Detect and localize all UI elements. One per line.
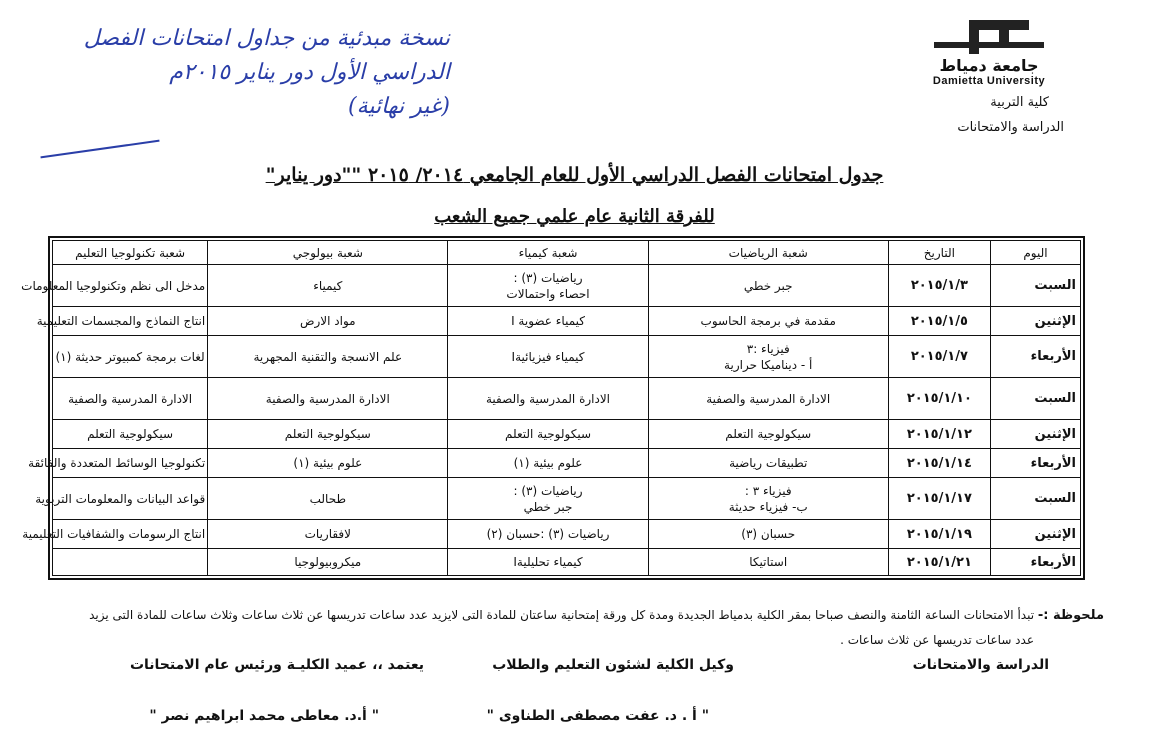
cell-chem (448, 265, 648, 307)
cell-chem-line: رياضيات (٣) : (513, 483, 583, 498)
cell-chem (448, 307, 648, 336)
cell-tech-line: قواعد البيانات والمعلومات التربوية (35, 491, 206, 506)
cell-math (648, 449, 888, 478)
page-title (0, 164, 1149, 186)
cell-math-line: الادارة المدرسية والصفية (706, 391, 831, 406)
signature-dean-title: يعتمد ،، عميد الكليـة ورئيس عام الامتحانات (129, 657, 424, 673)
cell-bio (208, 307, 448, 336)
handwritten-line-3: (غير نهائية) (348, 94, 450, 119)
page-subtitle-text: للفرقة الثانية عام علمي جميع الشعب (434, 206, 715, 227)
cell-bio-line: علوم بيئية (١) (293, 456, 363, 470)
cell-math-line: سيكولوجية التعلم (725, 427, 812, 441)
cell-math (648, 378, 888, 420)
cell-bio-line: سيكولوجية التعلم (284, 427, 371, 441)
table-row (53, 420, 1081, 449)
cell-date: ٢٠١٥/١/١٤ (888, 449, 990, 478)
cell-chem-line: كيمياء فيزيائيةI (511, 349, 585, 364)
header-tech: شعبة تكنولوجيا التعليم (53, 241, 208, 265)
cell-math (648, 549, 888, 576)
page-subtitle (0, 206, 1149, 227)
cell-chem (448, 420, 648, 449)
university-name-ar: جامعة دمياط (939, 56, 1039, 75)
cell-tech-line: سيكولوجية التعلم (87, 427, 174, 441)
cell-chem (448, 336, 648, 378)
cell-bio-line: مواد الارض (300, 314, 356, 328)
cell-math-line: حسبان (٣) (741, 527, 796, 541)
cell-math (648, 307, 888, 336)
cell-bio-line: كيمياء (313, 278, 343, 293)
university-logo-block (909, 20, 1069, 87)
cell-date: ٢٠١٥/١/٧ (888, 336, 990, 378)
handwritten-note (10, 22, 450, 124)
table-row (53, 265, 1081, 307)
department-name: الدراسة والامتحانات (957, 120, 1064, 135)
exam-schedule-table (21, 240, 1081, 576)
cell-math-line: أ - ديناميكا حرارية (724, 357, 813, 372)
cell-day: السبت (990, 378, 1080, 420)
cell-math (648, 336, 888, 378)
cell-day: الأربعاء (990, 336, 1080, 378)
cell-tech (22, 520, 208, 549)
cell-bio-line: علم الانسجة والتقنية المجهرية (253, 349, 403, 364)
cell-day: الأربعاء (990, 549, 1080, 576)
cell-chem-line: كيمياء عضوية I (511, 314, 585, 328)
cell-day: الأربعاء (990, 449, 1080, 478)
cell-date: ٢٠١٥/١/٥ (888, 307, 990, 336)
cell-bio-line: ميكروبيولوجيا (294, 555, 362, 569)
cell-bio (208, 336, 448, 378)
cell-chem-line: علوم بيئية (١) (513, 456, 583, 470)
cell-math-line: فيزياء :٣ (746, 341, 790, 356)
cell-bio (208, 449, 448, 478)
cell-day: الإثنين (990, 307, 1080, 336)
note-line-2: عدد ساعات تدريسها عن ثلاث ساعات . (840, 633, 1034, 647)
cell-chem-line: سيكولوجية التعلم (505, 427, 592, 441)
cell-date: ٢٠١٥/١/١٧ (888, 478, 990, 520)
table-row (53, 520, 1081, 549)
exam-schedule-table-frame (21, 236, 1085, 580)
cell-tech-line: مدخل الى نظم وتكنولوجيا المعلومات (21, 278, 206, 293)
cell-math-line: جبر خطي (743, 278, 793, 293)
cell-chem-line: احصاء واحتمالات (506, 286, 590, 301)
handwritten-underline (40, 140, 159, 159)
cell-tech-line: الادارة المدرسية والصفية (68, 391, 193, 406)
cell-tech (53, 549, 208, 576)
cell-chem (448, 520, 648, 549)
cell-date: ٢٠١٥/١/٢١ (888, 549, 990, 576)
cell-day: الإثنين (990, 520, 1080, 549)
note-block (34, 603, 1104, 652)
cell-bio-line: الادارة المدرسية والصفية (265, 391, 390, 406)
cell-tech (36, 307, 208, 336)
cell-date: ٢٠١٥/١/١٢ (888, 420, 990, 449)
cell-math-line: مقدمة في برمجة الحاسوب (700, 314, 836, 328)
cell-bio (208, 420, 448, 449)
cell-chem-line: الادارة المدرسية والصفية (486, 391, 611, 406)
cell-math (648, 520, 888, 549)
header-day: اليوم (990, 241, 1080, 265)
header-bio: شعبة بيولوجي (208, 241, 448, 265)
university-name-en: Damietta University (932, 75, 1046, 87)
university-logo-icon (929, 20, 1049, 54)
cell-tech-line: لغات برمجة كمبيوتر حديثة (١) (55, 349, 205, 364)
cell-chem-line: كيمياء تحليليةI (513, 555, 583, 569)
cell-tech-line: انتاج الرسومات والشفافيات التعليمية (22, 527, 206, 541)
table-row (53, 549, 1081, 576)
cell-math-line: ب- فيزياء حديثة (728, 499, 808, 514)
cell-tech (53, 420, 208, 449)
cell-day: الإثنين (990, 420, 1080, 449)
cell-bio (208, 265, 448, 307)
cell-chem (448, 449, 648, 478)
signature-dept: الدراسة والامتحانات (912, 657, 1049, 673)
cell-chem (448, 378, 648, 420)
cell-tech (35, 478, 208, 520)
header-chem: شعبة كيمياء (448, 241, 648, 265)
cell-bio (208, 549, 448, 576)
cell-chem (448, 478, 648, 520)
cell-tech-line: انتاج النماذج والمجسمات التعليمية (36, 314, 206, 328)
cell-tech (28, 449, 208, 478)
table-header-row (53, 241, 1081, 265)
page-title-text: جدول امتحانات الفصل الدراسي الأول للعام الجامعي ٢٠١٤/ ٢٠١٥ ""دور يناير" (265, 164, 884, 186)
cell-date: ٢٠١٥/١/١٠ (888, 378, 990, 420)
cell-tech-line: تكنولوجيا الوسائط المتعددة والفائقة (28, 456, 206, 470)
cell-date: ٢٠١٥/١/١٩ (888, 520, 990, 549)
cell-bio (208, 520, 448, 549)
note-line-1: تبدأ الامتحانات الساعة الثامنة والنصف صباحا بمقر الكلية بدمياط الجديدة ومدة كل ورقة إمتحانية ساعتان للمادة التى لايزيد عدد ساعات تدريسها عن ثلاث ساعات وثلاث ساعات للمادة التى يزيد (89, 608, 1035, 622)
cell-bio-line: لافقاريات (304, 527, 352, 541)
handwritten-line-2: الدراسي الأول دور يناير ٢٠١٥م (169, 60, 450, 85)
handwritten-line-1: نسخة مبدئية من جداول امتحانات الفصل (83, 26, 450, 51)
cell-day: السبت (990, 478, 1080, 520)
cell-date: ٢٠١٥/١/٣ (888, 265, 990, 307)
note-label: ملحوظة :- (1037, 608, 1104, 623)
cell-bio (208, 478, 448, 520)
cell-tech (53, 336, 208, 378)
cell-math (648, 420, 888, 449)
cell-math (648, 478, 888, 520)
cell-math (648, 265, 888, 307)
cell-chem (448, 549, 648, 576)
table-row (53, 378, 1081, 420)
table-row (53, 478, 1081, 520)
cell-bio (208, 378, 448, 420)
table-row (53, 449, 1081, 478)
cell-tech (53, 378, 208, 420)
header-date: التاريخ (888, 241, 990, 265)
signature-vice-dean-name: " أ . د. عفت مصطفى الطناوى " (486, 708, 709, 724)
cell-day: السبت (990, 265, 1080, 307)
table-row (53, 336, 1081, 378)
cell-bio-line: طحالب (309, 491, 347, 506)
cell-chem-line: رياضيات (٣) : (513, 270, 583, 285)
table-row (53, 307, 1081, 336)
cell-math-line: فيزياء ٣ : (744, 483, 792, 498)
faculty-name: كلية التربية (990, 95, 1049, 110)
signature-vice-dean-title: وكيل الكلية لشئون التعليم والطلاب (492, 657, 734, 673)
cell-math-line: استاتيكا (749, 555, 788, 569)
cell-chem-line: رياضيات (٣) :حسبان (٢) (486, 527, 610, 541)
header-math: شعبة الرياضيات (648, 241, 888, 265)
cell-tech (21, 265, 208, 307)
cell-math-line: تطبيقات رياضية (729, 456, 808, 470)
cell-chem-line: جبر خطي (523, 499, 573, 514)
signature-dean-name: " أ.د. معاطى محمد ابراهيم نصر " (149, 708, 379, 724)
